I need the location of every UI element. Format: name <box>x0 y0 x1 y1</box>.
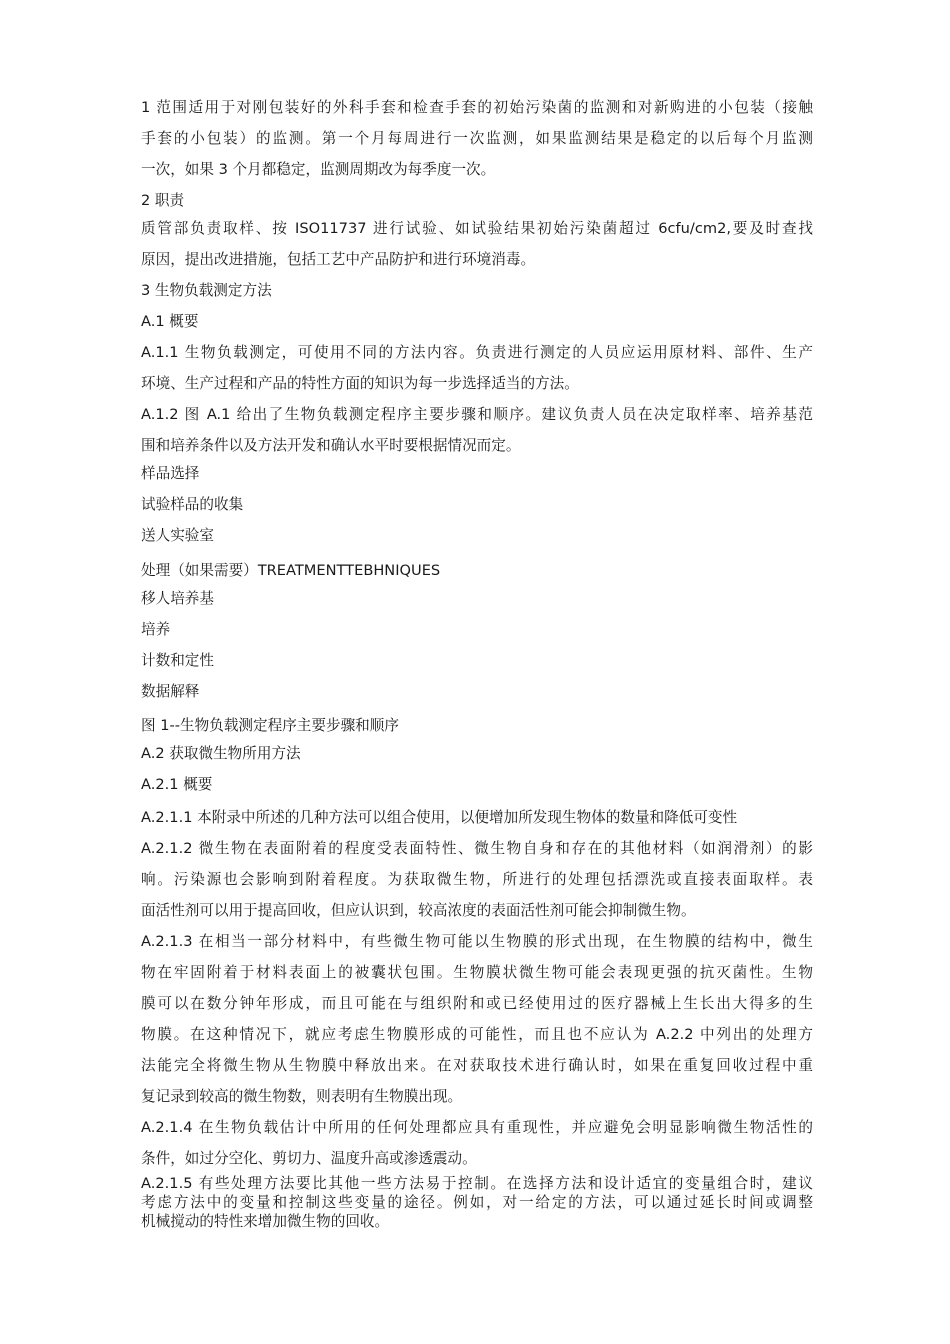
text-line: 1 范围适用于对刚包装好的外科手套和检查手套的初始污染菌的监测和对新购进的小包装（接触 <box>141 99 813 116</box>
text-line: 物在牢固附着于材料表面上的被囊状包围。生物膜状微生物可能会表现更强的抗灭菌性。生物 <box>141 964 813 981</box>
paragraph-p11 <box>141 555 813 586</box>
text-line: 样品选择 <box>141 465 200 482</box>
text-line: 2 职责 <box>141 192 185 209</box>
paragraph-p20 <box>141 833 813 926</box>
paragraph-p22 <box>141 1112 813 1174</box>
text-line: 物膜。在这种情况下，就应考虑生物膜形成的可能性，而且也不应认为 A.2.2 中列出的处理方 <box>141 1026 813 1043</box>
paragraph-p21 <box>141 926 813 1112</box>
text-line: A.1.2 图 A.1 给出了生物负载测定程序主要步骤和顺序。建议负责人员在决定取样率、培养基范 <box>141 406 813 423</box>
text-line: 计数和定性 <box>141 652 214 669</box>
text-line: A.2 获取微生物所用方法 <box>141 745 301 762</box>
text-line: 手套的小包装）的监测。第一个月每周进行一次监测，如果监测结果是稳定的以后每个月监测 <box>141 130 813 147</box>
paragraph-p5 <box>141 306 813 337</box>
paragraph-p18 <box>141 769 813 800</box>
text-line: A.2.1 概要 <box>141 776 213 793</box>
text-line: A.2.1.4 在生物负载估计中所用的任何处理都应具有重现性，并应避免会明显影响微生物活性的 <box>141 1119 813 1136</box>
paragraph-p12 <box>141 583 813 614</box>
text-line: 处理（如果需要）TREATMENTTEBHNIQUES <box>141 562 441 579</box>
text-line: A.2.1.5 有些处理方法要比其他一些方法易于控制。在选择方法和设计适宜的变量组合时，建议 <box>141 1175 813 1192</box>
text-line: A.2.1.3 在相当一部分材料中，有些微生物可能以生物膜的形式出现，在生物膜的结构中，微生 <box>141 933 813 950</box>
paragraph-p14 <box>141 645 813 676</box>
paragraph-p4 <box>141 275 813 306</box>
text-line: 图 1--生物负载测定程序主要步骤和顺序 <box>141 717 399 734</box>
paragraph-p1 <box>141 92 813 185</box>
text-line: 培养 <box>141 621 171 638</box>
text-line: 围和培养条件以及方法开发和确认水平时要根据情况而定。 <box>141 437 521 454</box>
text-line: 机械搅动的特性来增加微生物的回收。 <box>141 1213 390 1230</box>
text-line: 环境、生产过程和产品的特性方面的知识为每一步选择适当的方法。 <box>141 375 579 392</box>
text-line: A.2.1.1 本附录中所述的几种方法可以组合使用，以便增加所发现生物体的数量和降低可变性 <box>141 809 738 826</box>
paragraph-p2 <box>141 185 813 216</box>
text-line: A.1 概要 <box>141 313 199 330</box>
text-line: 一次，如果 3 个月都稳定，监测周期改为每季度一次。 <box>141 161 496 178</box>
text-line: 试验样品的收集 <box>141 496 244 513</box>
paragraph-p17 <box>141 738 813 769</box>
paragraph-p13 <box>141 614 813 645</box>
text-line: A.1.1 生物负载测定，可使用不同的方法内容。负责进行测定的人员应运用原材料、部件、生产 <box>141 344 813 361</box>
text-line: 送人实验室 <box>141 527 214 544</box>
document-body <box>141 92 813 1231</box>
text-line: 3 生物负载测定方法 <box>141 282 272 299</box>
paragraph-p15 <box>141 676 813 707</box>
text-line: 移人培养基 <box>141 590 214 607</box>
paragraph-p16 <box>141 710 813 741</box>
paragraph-p6 <box>141 337 813 399</box>
paragraph-p23 <box>141 1174 813 1231</box>
text-line: 复记录到较高的微生物数，则表明有生物膜出现。 <box>141 1088 463 1105</box>
paragraph-p7 <box>141 399 813 461</box>
text-line: 膜可以在数分钟年形成，而且可能在与组织附和或已经使用过的医疗器械上生长出大得多的生 <box>141 995 813 1012</box>
paragraph-p8 <box>141 458 813 489</box>
text-line: A.2.1.2 微生物在表面附着的程度受表面特性、微生物自身和存在的其他材料（如润滑剂）的影 <box>141 840 813 857</box>
text-line: 考虑方法中的变量和控制这些变量的途径。例如，对一给定的方法，可以通过延长时间或调整 <box>141 1194 813 1211</box>
paragraph-p3 <box>141 213 813 275</box>
text-line: 数据解释 <box>141 683 200 700</box>
text-line: 条件，如过分空化、剪切力、温度升高或渗透震动。 <box>141 1150 477 1167</box>
text-line: 质管部负责取样、按 ISO11737 进行试验、如试验结果初始污染菌超过 6cfu/cm2,要及时查找 <box>141 220 813 237</box>
paragraph-p9 <box>141 489 813 520</box>
text-line: 响。污染源也会影响到附着程度。为获取微生物，所进行的处理包括漂洗或直接表面取样。表 <box>141 871 813 888</box>
text-line: 原因，提出改进措施，包括工艺中产品防护和进行环境消毒。 <box>141 251 536 268</box>
text-line: 面活性剂可以用于提高回收，但应认识到，较高浓度的表面活性剂可能会抑制微生物。 <box>141 902 696 919</box>
paragraph-p10 <box>141 520 813 551</box>
paragraph-p19 <box>141 802 813 833</box>
text-line: 法能完全将微生物从生物膜中释放出来。在对获取技术进行确认时，如果在重复回收过程中重 <box>141 1057 813 1074</box>
